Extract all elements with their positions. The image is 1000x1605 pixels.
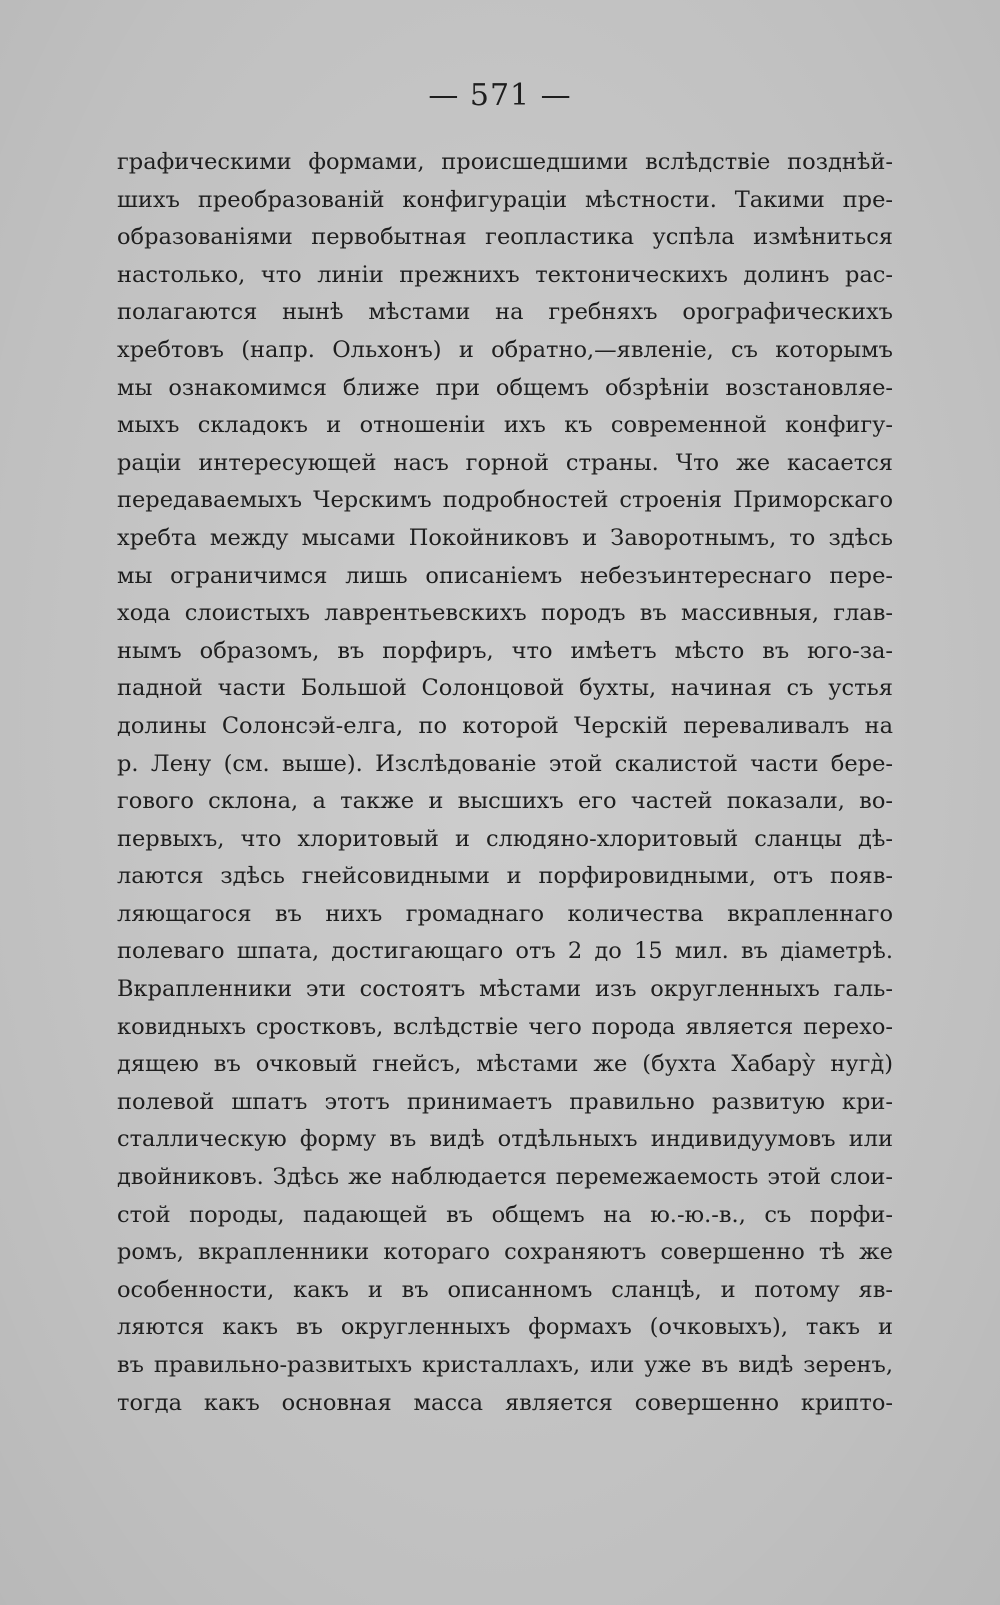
text-line: долины Солонсэй-елга, по которой Черскій переваливалъ на: [117, 712, 893, 739]
body-text: [117, 144, 893, 1422]
text-line: падной части Большой Солонцовой бухты, начиная съ устья: [117, 675, 893, 702]
text-line: лаются здѣсь гнейсовидными и порфировидными, отъ появ-: [117, 863, 893, 890]
text-line: графическими формами, происшедшими вслѣдствіе позднѣй-: [117, 149, 893, 175]
text-line: ляющагося въ нихъ громаднаго количества вкрапленнаго: [117, 900, 893, 927]
text-line: мы ограничимся лишь описаніемъ небезъинтереснаго пере-: [117, 562, 893, 589]
text-line: мыхъ складокъ и отношеніи ихъ къ современной конфигу-: [117, 412, 893, 439]
text-line: Вкрапленники эти состоятъ мѣстами изъ округленныхъ галь-: [117, 976, 893, 1003]
text-line: р. Лену (см. выше). Изслѣдованіе этой скалистой части бере-: [117, 750, 893, 777]
text-line: особенности, какъ и въ описанномъ сланцѣ, и потому яв-: [117, 1276, 893, 1303]
text-line: гового склона, а также и высшихъ его частей показали, во-: [117, 788, 893, 815]
text-line: раціи интересующей насъ горной страны. Что же касается: [117, 449, 893, 476]
text-line: ромъ, вкрапленники котораго сохраняютъ совершенно тѣ же: [117, 1239, 893, 1266]
text-line: хода слоистыхъ лаврентьевскихъ породъ въ массивныя, глав-: [117, 600, 893, 627]
text-line: дящею въ очковый гнейсъ, мѣстами же (бухта Хабару̀ нугд̀): [117, 1051, 893, 1078]
text-line: настолько, что линіи прежнихъ тектоническихъ долинъ рас-: [117, 261, 893, 288]
text-line: нымъ образомъ, въ порфиръ, что имѣетъ мѣсто въ юго-за-: [117, 637, 893, 664]
text-line: передаваемыхъ Черскимъ подробностей строенія Приморскаго: [117, 487, 893, 514]
text-line: двойниковъ. Здѣсь же наблюдается перемежаемость этой слои-: [117, 1164, 893, 1191]
page-number: — 571 —: [428, 78, 572, 113]
text-line: полевой шпатъ этотъ принимаетъ правильно развитую кри-: [117, 1088, 893, 1115]
text-line: хребтовъ (напр. Ольхонъ) и обратно,—явленіе, съ которымъ: [117, 336, 893, 363]
text-line: хребта между мысами Покойниковъ и Заворотнымъ, то здѣсь: [117, 524, 893, 551]
text-line: образованіями первобытная геопластика успѣла измѣниться: [117, 224, 893, 251]
text-line: полагаются нынѣ мѣстами на гребняхъ орографическихъ: [117, 299, 893, 326]
text-line: сталлическую форму въ видѣ отдѣльныхъ индивидуумовъ или: [117, 1126, 893, 1153]
text-line: мы ознакомимся ближе при общемъ обзрѣніи возстановляе-: [117, 374, 893, 401]
text-line: шихъ преобразованій конфигураціи мѣстности. Такими пре-: [117, 186, 893, 213]
text-line: стой породы, падающей въ общемъ на ю.-ю.-в., съ порфи-: [117, 1201, 893, 1228]
text-line: полеваго шпата, достигающаго отъ 2 до 15 мил. въ діаметрѣ.: [117, 938, 893, 965]
text-line: первыхъ, что хлоритовый и слюдяно-хлоритовый сланцы дѣ-: [117, 825, 893, 852]
text-line: ляются какъ въ округленныхъ формахъ (очковыхъ), такъ и: [117, 1314, 893, 1341]
text-line: тогда какъ основная масса является совершенно крипто-: [117, 1389, 893, 1416]
text-line: въ правильно-развитыхъ кристаллахъ, или уже въ видѣ зеренъ,: [117, 1352, 893, 1378]
text-line: ковидныхъ сростковъ, вслѣдствіе чего порода является перехо-: [117, 1013, 893, 1040]
